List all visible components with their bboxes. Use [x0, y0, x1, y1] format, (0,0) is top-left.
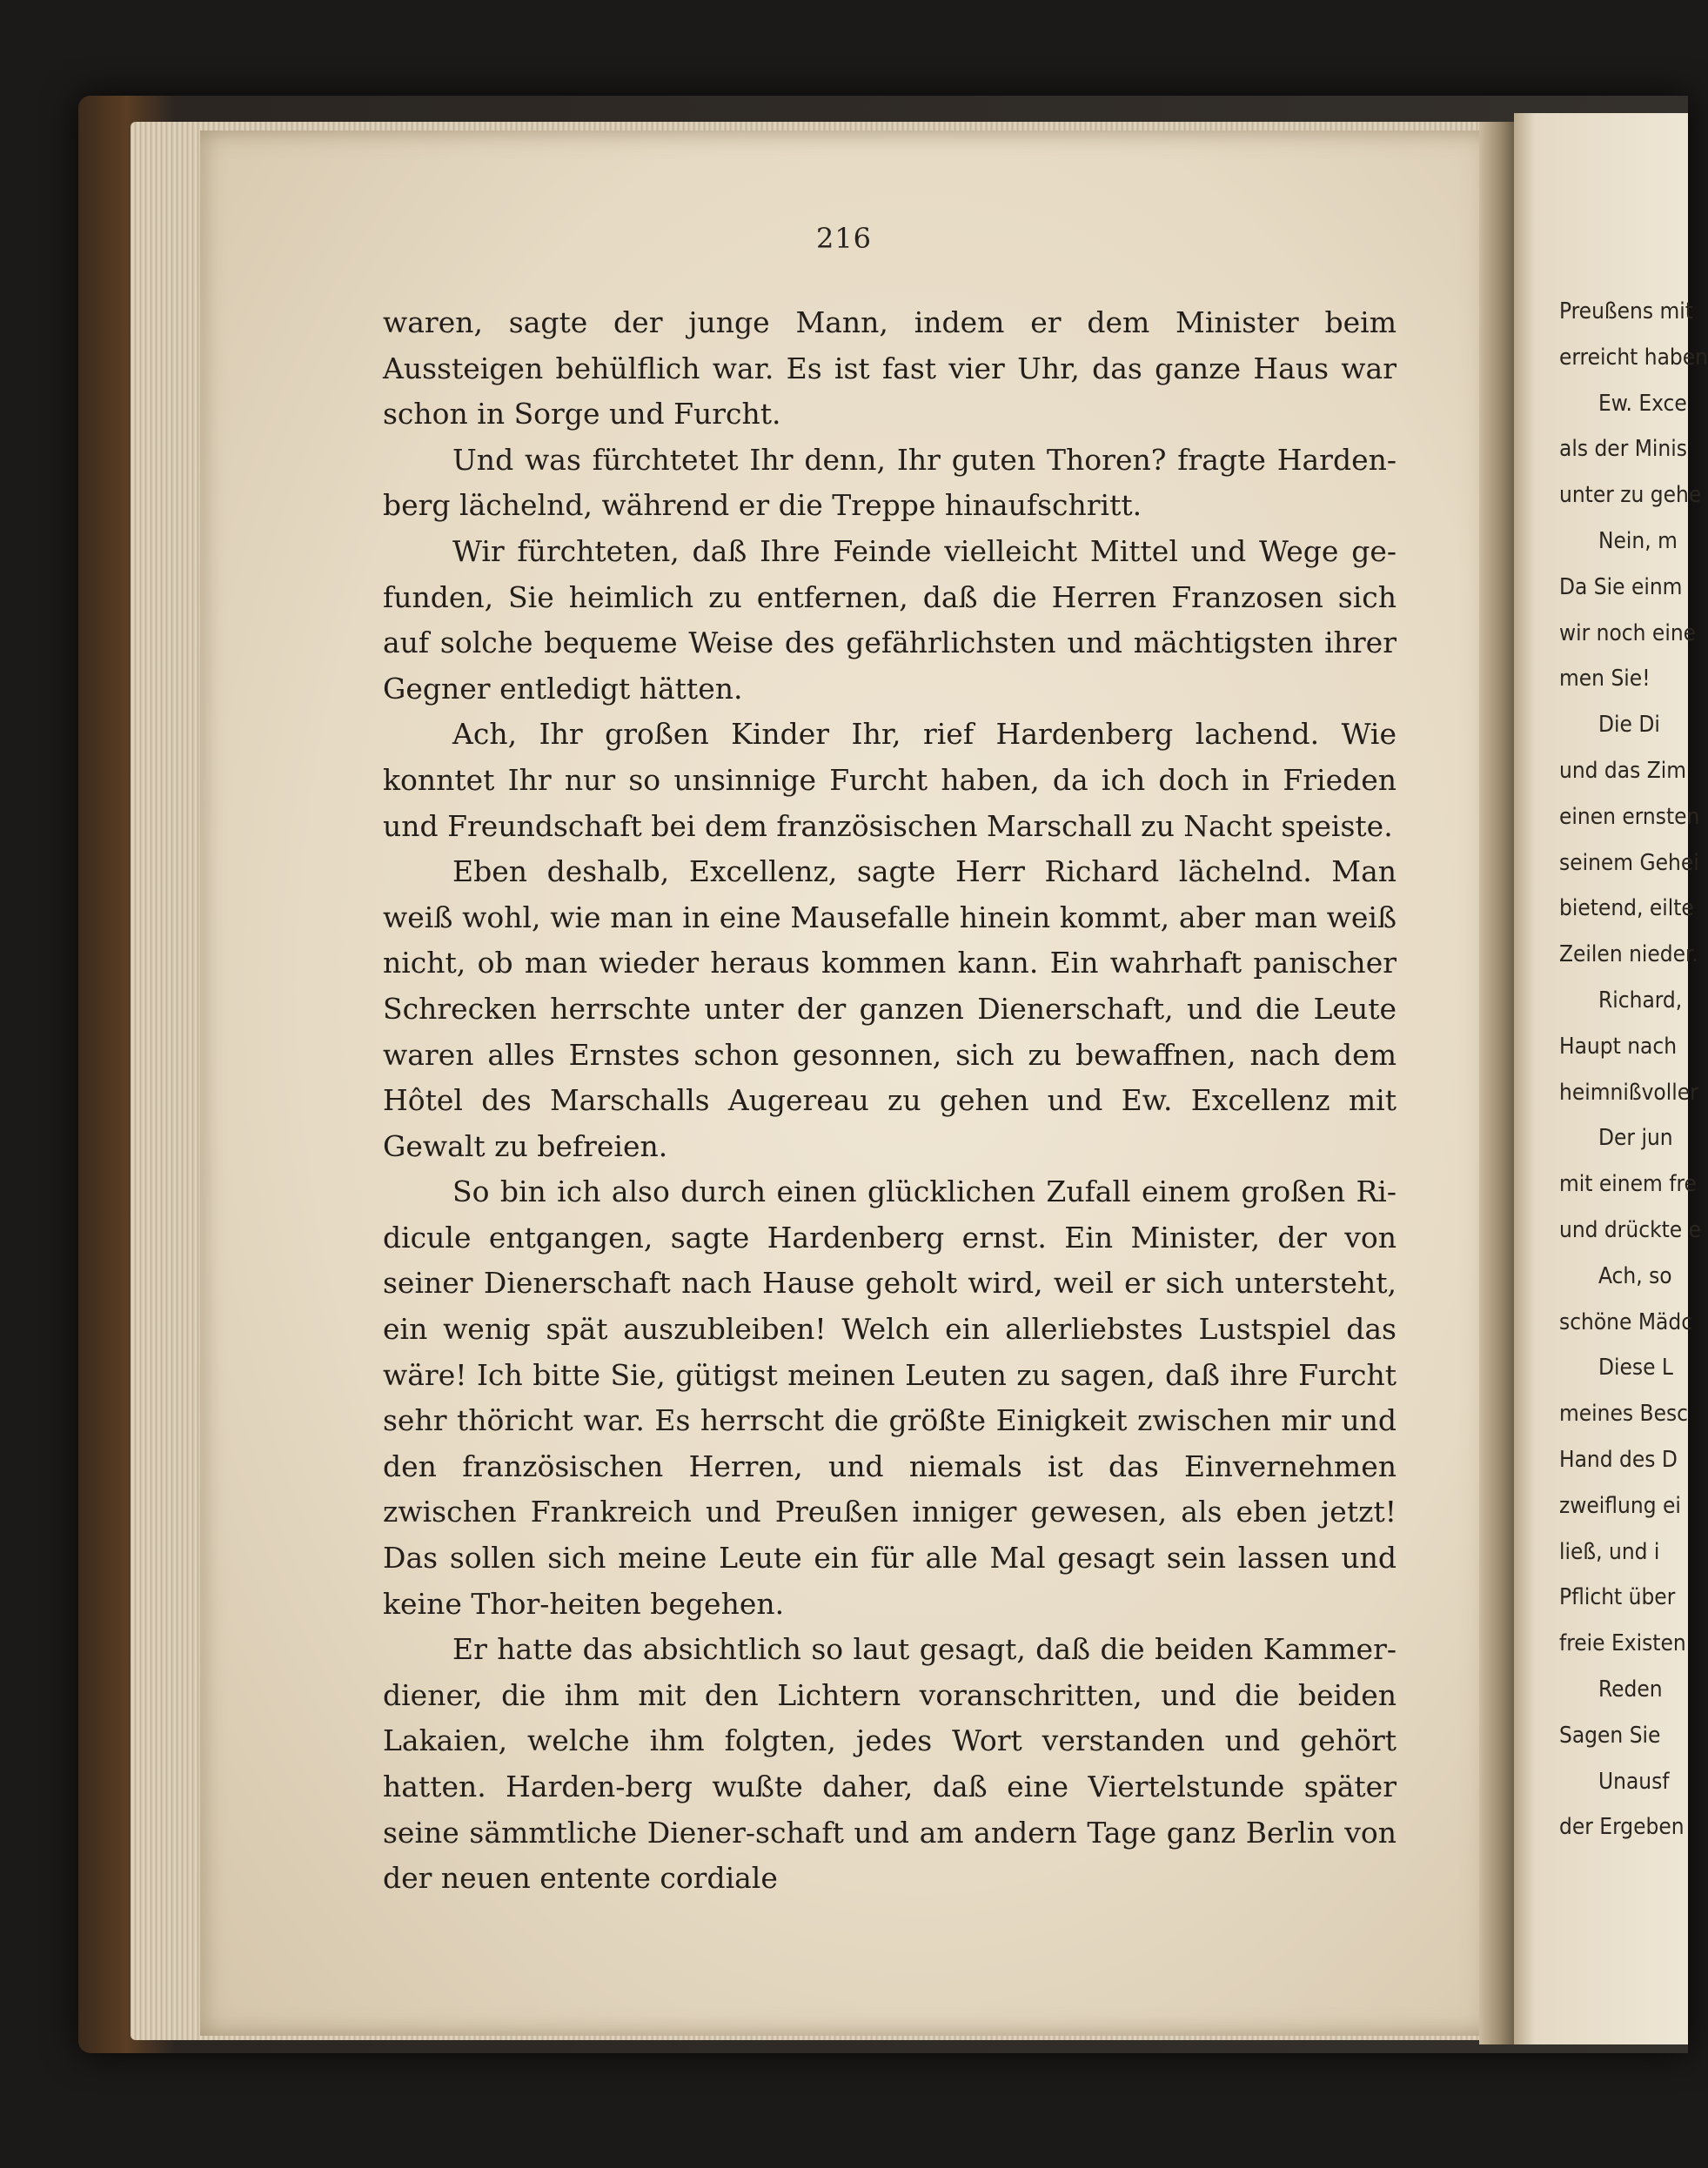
facing-page-line: Der jun — [1598, 1125, 1673, 1152]
facing-page-line: Ach, so — [1598, 1262, 1672, 1289]
facing-page-line: einen ernsten — [1559, 803, 1700, 830]
paragraph: Er hatte das absichtlich so laut gesagt, daß die beiden Kammer-diener, die ihm mit den Lichtern voranschritten, und die beiden Lakaien, welche ihm folgten, jedes Wort verstanden und gehört hatten. Harden-berg wußte daher, daß eine Viertelstunde später seine sämmtliche Diener-schaft und am andern Tage ganz Berlin von der neuen entente cordiale — [383, 1632, 1397, 1896]
facing-page-line: Haupt nach — [1559, 1033, 1678, 1060]
facing-page-line: Sagen Sie — [1559, 1722, 1661, 1749]
facing-page-line: Preußens mit — [1559, 298, 1693, 325]
paragraph: waren, sagte der junge Mann, indem er dem Minister beim Aussteigen behülflich war. Es ist fast vier Uhr, das ganze Haus war schon in Sorge und Furcht. — [383, 305, 1397, 432]
facing-page-line: men Sie! — [1559, 666, 1651, 693]
facing-page-line: Die Di — [1598, 712, 1660, 739]
facing-page-line: Reden — [1598, 1676, 1663, 1703]
facing-page-line: mit einem fre — [1559, 1171, 1697, 1198]
paragraph: Und was fürchtetet Ihr denn, Ihr guten Thoren? fragte Harden-berg lächelnd, während er die Treppe hinaufschritt. — [383, 442, 1397, 523]
facing-page-text — [1559, 289, 1708, 1850]
facing-page-line: Zeilen nieder. — [1559, 941, 1698, 968]
paragraph: Eben deshalb, Excellenz, sagte Herr Richard lächelnd. Man weiß wohl, wie man in eine Mausefalle hinein kommt, aber man weiß nicht, ob man wieder heraus kommen kann. Ein wahrhaft panischer Schrecken herrschte unter der ganzen Dienerschaft, und die Leute waren alles Ernstes schon gesonnen, sich zu bewaffnen, nach dem Hôtel des Marschalls Augereau zu gehen und Ew. Excellenz mit Gewalt zu befreien. — [383, 854, 1397, 1163]
facing-page-line: Hand des D — [1559, 1446, 1678, 1473]
facing-page-line: Diese L — [1598, 1355, 1673, 1382]
paragraph: So bin ich also durch einen glücklichen Zufall einem großen Ri-dicule entgangen, sagte Hardenberg ernst. Ein Minister, der von seiner Dienerschaft nach Hause geholt wird, weil er sich untersteht, ein wenig spät auszubleiben! Welch ein allerliebstes Lustspiel das wäre! Ich bitte Sie, gütigst meinen Leuten zu sagen, daß ihre Furcht sehr thöricht war. Es herrscht die größte Einigkeit zwischen mir und den französischen Herren, und niemals ist das Einvernehmen zwischen Frankreich und Preußen inniger gewesen, als eben jetzt! Das sollen sich meine Leute ein für alle Mal gesagt sein lassen und keine Thor-heiten begehen. — [383, 1174, 1397, 1621]
facing-page-line: schöne Mädc — [1559, 1308, 1693, 1335]
facing-page-line: ließ, und i — [1559, 1538, 1660, 1565]
facing-page-line: der Ergeben — [1559, 1814, 1685, 1841]
facing-page-line: erreicht haben — [1559, 344, 1708, 371]
facing-page-line: Ew. Exce — [1598, 390, 1687, 417]
facing-page-line: und drückte e — [1559, 1216, 1702, 1243]
book-gutter — [1479, 122, 1514, 2044]
facing-page-line: Richard, — [1598, 987, 1683, 1014]
facing-page-line: unter zu gehe — [1559, 482, 1702, 509]
facing-page-line: seinem Gehei — [1559, 849, 1699, 876]
page-text — [383, 300, 1397, 1902]
facing-page-line: als der Minis — [1559, 436, 1687, 463]
facing-page-line: meines Besc — [1559, 1401, 1689, 1428]
facing-page-line: Da Sie einm — [1559, 573, 1683, 600]
paragraph: Ach, Ihr großen Kinder Ihr, rief Hardenberg lachend. Wie konntet Ihr nur so unsinnige Furcht haben, da ich doch in Frieden und Freundschaft bei dem französischen Marschall zu Nacht speiste. — [383, 717, 1397, 843]
facing-page-line: freie Existen — [1559, 1630, 1686, 1657]
facing-page-line: wir noch eine — [1559, 619, 1697, 646]
facing-page-line: Pflicht über — [1559, 1584, 1676, 1611]
facing-page-line: Unausf — [1598, 1768, 1670, 1795]
page-number: 216 — [815, 222, 873, 255]
paragraph: Wir fürchteten, daß Ihre Feinde vielleicht Mittel und Wege ge-funden, Sie heimlich zu entfernen, daß die Herren Franzosen sich auf solche bequeme Weise des gefährlichsten und mächtigsten ihrer Gegner entledigt hätten. — [383, 533, 1397, 706]
facing-page-line: bietend, eilte — [1559, 895, 1694, 922]
facing-page-line: heimnißvoller — [1559, 1079, 1698, 1106]
facing-page-line: Nein, m — [1598, 527, 1678, 554]
facing-page-line: zweiflung ei — [1559, 1492, 1681, 1519]
facing-page-line: und das Zim — [1559, 757, 1687, 784]
